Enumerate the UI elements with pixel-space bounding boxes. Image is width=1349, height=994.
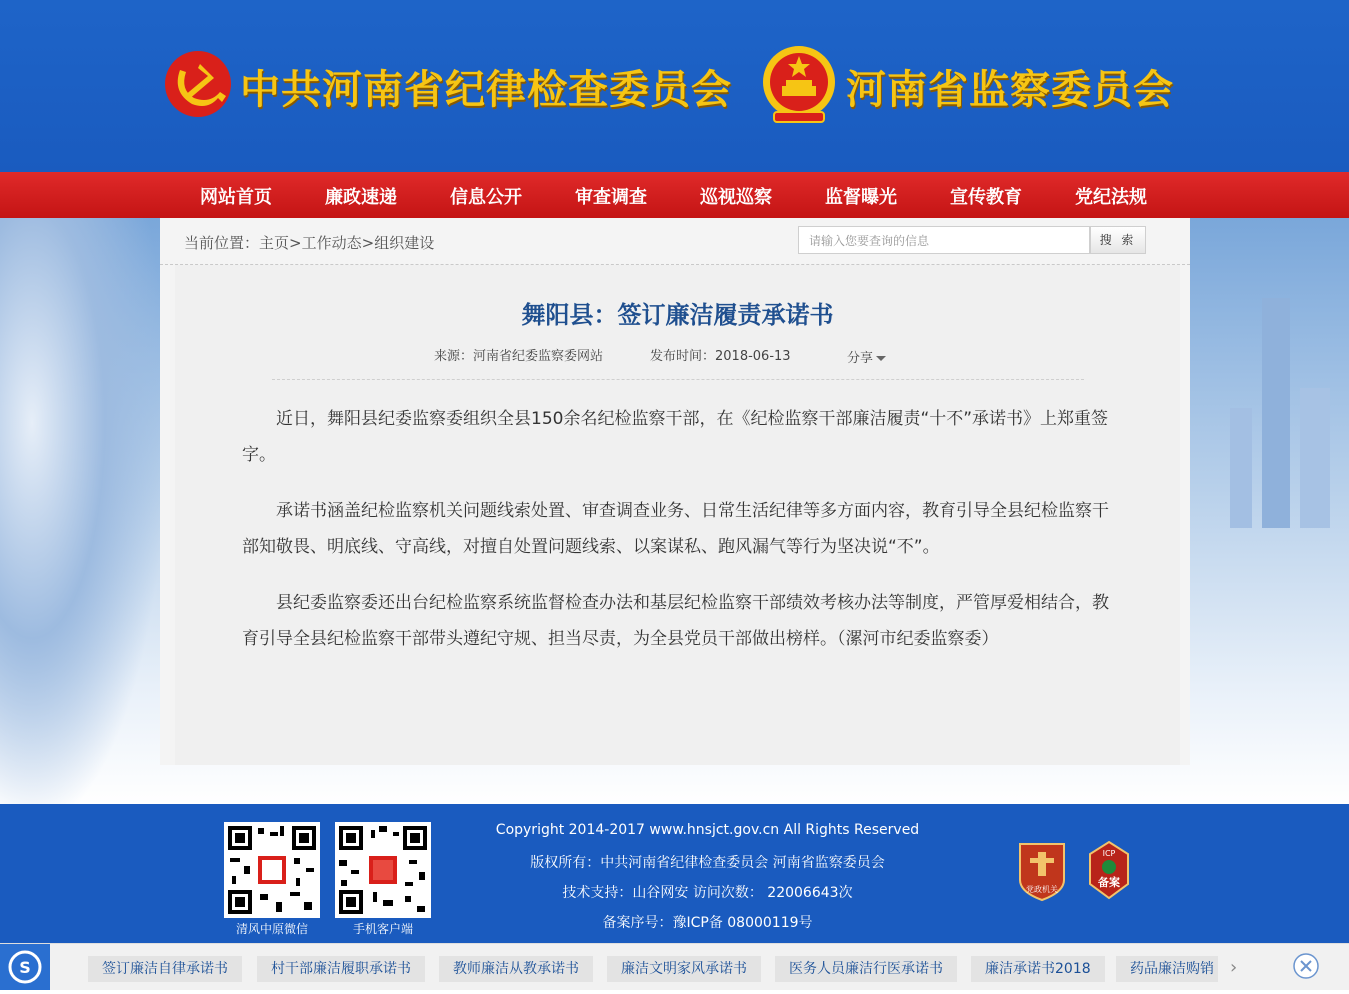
commission-title: 中共河南省纪律检查委员会	[240, 67, 732, 113]
party-government-badge[interactable]	[1016, 840, 1068, 902]
breadcrumb-separator: >	[361, 234, 375, 252]
related-link[interactable]: 教师廉洁从教承诺书	[439, 956, 593, 982]
building-silhouette	[1230, 408, 1252, 528]
article-date: 发布时间：2018-06-13	[650, 349, 791, 364]
nav-integrity-news[interactable]: 廉政速递	[325, 187, 397, 208]
badge-icp-label: 备案	[1098, 876, 1120, 889]
icp-badge[interactable]	[1088, 840, 1130, 900]
nav-info-disclosure[interactable]: 信息公开	[450, 187, 522, 208]
badge-icp-top-label: ICP	[1102, 849, 1116, 858]
share-button[interactable]	[847, 347, 886, 366]
qr-label-app: 手机客户端	[352, 922, 413, 936]
share-label: 分享	[847, 351, 874, 366]
search-engine-logo[interactable]	[0, 944, 50, 990]
nav-exposure[interactable]: 监督曝光	[825, 187, 897, 208]
badge-party-label: 党政机关	[1026, 885, 1058, 894]
related-link[interactable]: 廉洁承诺书2018	[971, 956, 1105, 982]
article-body	[242, 401, 1117, 677]
breadcrumb	[184, 232, 434, 253]
divider	[272, 379, 1084, 380]
breadcrumb-bar	[160, 218, 1190, 265]
breadcrumb-prefix: 当前位置：	[184, 234, 260, 252]
breadcrumb-work-news[interactable]: 工作动态	[301, 234, 362, 252]
copyright-text: Copyright 2014-2017 www.hnsjct.gov.cn All Rights Reserved	[495, 822, 920, 838]
article-paragraph: 近日，舞阳县纪委监察委组织全县150余名纪检监察干部，在《纪检监察干部廉洁履责“十不”承诺书》上郑重签字。	[242, 409, 1109, 465]
supervision-title: 河南省监察委员会	[846, 67, 1174, 113]
icp-text[interactable]: 备案序号：豫ICP备 08000119号	[602, 915, 813, 931]
related-link[interactable]: 医务人员廉洁行医承诺书	[775, 956, 957, 982]
close-icon[interactable]	[1293, 953, 1319, 979]
article-source: 来源：河南省纪委监察委网站	[434, 349, 604, 364]
related-link[interactable]: 村干部廉洁履职承诺书	[257, 956, 425, 982]
tower-silhouette	[1262, 298, 1290, 528]
article-title: 舞阳县：签订廉洁履责承诺书	[521, 301, 834, 329]
search-input[interactable]: 请输入您要查询的信息	[798, 226, 1090, 254]
related-link[interactable]: 廉洁文明家风承诺书	[607, 956, 761, 982]
wechat-qr-code	[224, 822, 320, 918]
related-link[interactable]: 签订廉洁自律承诺书	[88, 956, 242, 982]
chevron-down-icon	[876, 356, 886, 361]
article-paragraph: 承诺书涵盖纪检监察机关问题线索处置、审查调查业务、日常生活纪律等多方面内容，教育引导全县纪检监察干部知敬畏、明底线、守高线，对擅自处置问题线索、以案谋私、跑风漏气等行为坚决说“不”。	[242, 501, 1109, 557]
logo-glyph: S	[19, 958, 31, 977]
breadcrumb-separator: >	[289, 234, 302, 252]
breadcrumb-org-building[interactable]: 组织建设	[374, 234, 435, 252]
national-emblem-icon	[760, 42, 838, 128]
site-header	[0, 0, 1349, 172]
sogou-icon	[0, 944, 50, 990]
related-search-bar	[0, 943, 1349, 990]
main-nav	[0, 172, 1349, 218]
nav-regulations[interactable]: 党纪法规	[1075, 187, 1147, 208]
nav-inspection[interactable]: 巡视巡察	[700, 187, 772, 208]
nav-home[interactable]: 网站首页	[200, 187, 272, 208]
content-panel	[160, 218, 1190, 765]
party-emblem-icon	[162, 48, 234, 120]
breadcrumb-home[interactable]: 主页	[259, 234, 290, 252]
stadium-illustration	[0, 218, 160, 804]
related-link[interactable]: 药品廉洁购销	[1116, 956, 1218, 982]
owner-text: 版权所有：中共河南省纪律检查委员会 河南省监察委员会	[530, 855, 885, 871]
nav-investigation[interactable]: 审查调查	[575, 187, 647, 208]
nav-education[interactable]: 宣传教育	[950, 187, 1022, 208]
qr-label-wechat: 清风中原微信	[235, 922, 308, 936]
building-silhouette	[1300, 388, 1330, 528]
next-arrow-icon[interactable]: ›	[1230, 957, 1238, 978]
site-footer	[0, 804, 1349, 943]
tech-support-text: 技术支持：山谷网安 访问次数： 22006643次	[562, 885, 853, 901]
article	[175, 265, 1180, 765]
search-button[interactable]: 搜 索	[1090, 226, 1146, 254]
article-paragraph: 县纪委监察委还出台纪检监察系统监督检查办法和基层纪检监察干部绩效考核办法等制度，严管厚爱相结合，教育引导全县纪检监察干部带头遵纪守规、担当尽责，为全县党员干部做出榜样。（漯河市纪委监察委）	[242, 593, 1109, 649]
